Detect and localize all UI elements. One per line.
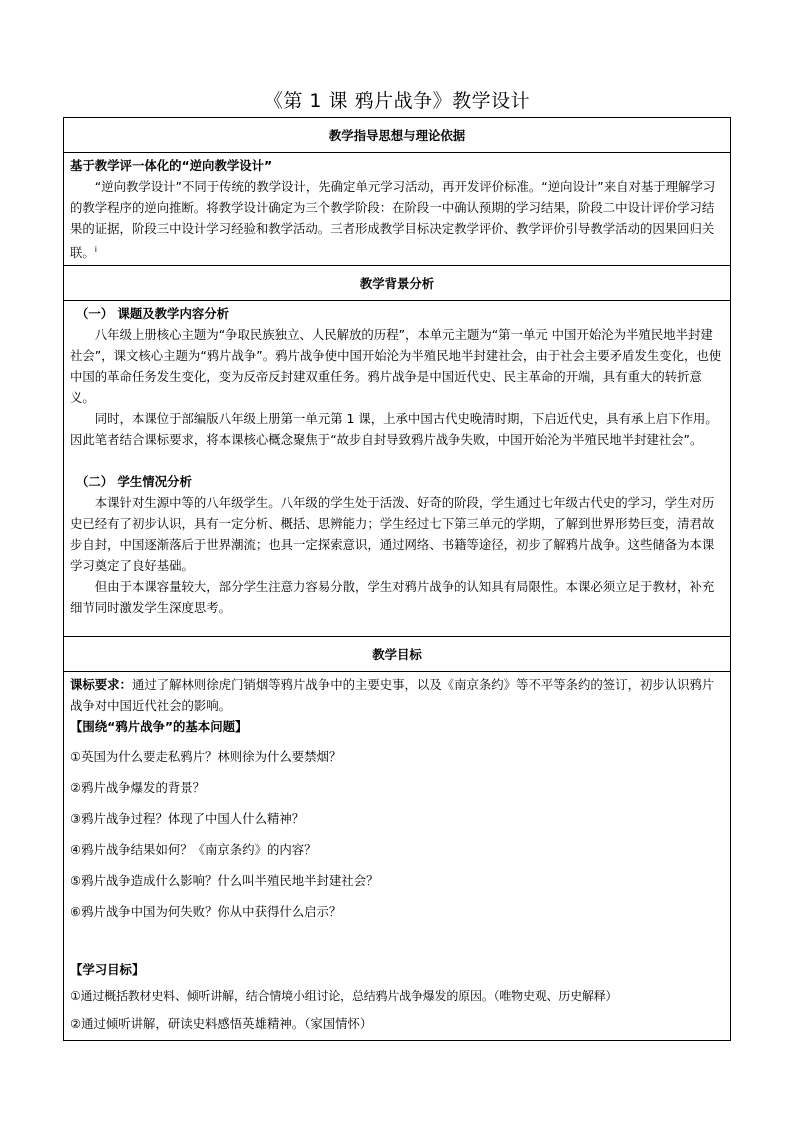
- requirement-label: 课标要求：: [70, 677, 132, 693]
- section2-body-row: [64, 301, 731, 637]
- section-heading-row: [64, 637, 731, 672]
- question-item: ⑤鸦片战争造成什么影响？什么叫半殖民地半封建社会？: [70, 873, 379, 889]
- requirement-text: 通过了解林则徐虎门销烟等鸦片战争中的主要史事，以及《南京条约》等不平等条约的签订，初步认识鸦片战争对中国近代社会的影响。: [70, 677, 715, 714]
- goals-title: 【学习目标】: [70, 962, 145, 978]
- section1-body-row: [64, 153, 731, 266]
- page-title: 《第 1 课 鸦片战争》教学设计: [263, 90, 531, 112]
- part2-paragraph-1: 本课针对生源中等的八年级学生。八年级的学生处于活泼、好奇的阶段，学生通过七年级古代史的学习，学生对历史已经有了初步认识，具有一定分析、概括、思辨能力；学生经过七下第三单元的学期，了解到世界形势巨变，清君故步自封，中国逐渐落后于世界潮流；也具一定探索意识，通过网络、书籍等途径，初步了解鸦片战争。这些储备为本课学习奠定了良好基础。: [70, 495, 715, 574]
- question-item: ⑥鸦片战争中国为何失败？你从中获得什么启示？: [70, 904, 342, 920]
- section1-body: [64, 153, 731, 266]
- part1-paragraph-2: 同时，本课位于部编版八年级上册第一单元第 1 课，上承中国古代史晚清时期，下启近代史，具有承上启下作用。因此笔者结合课标要求，将本课核心概念聚焦于“故步自封导致鸦片战争失败，中国开始沦为半殖民地半封建社会”。: [70, 411, 718, 448]
- section-heading-row: [64, 266, 731, 301]
- footnote-mark: i: [94, 245, 98, 254]
- section2-heading: 教学背景分析: [64, 266, 731, 301]
- section1-heading: 教学指导思想与理论依据: [64, 118, 731, 153]
- part1-title: （一） 课题及教学内容分析: [76, 306, 230, 322]
- question-item: ③鸦片战争过程？体现了中国人什么精神？: [70, 811, 305, 827]
- section2-body: [64, 301, 731, 637]
- question-item: ①英国为什么要走私鸦片？林则徐为什么要禁烟？: [70, 749, 342, 765]
- section1-subheading: 基于教学评一体化的“逆向教学设计”: [70, 158, 273, 173]
- section1-paragraph-text: “逆向教学设计”不同于传统的教学设计，先确定单元学习活动，再开发评价标准。“逆向设计”来自对基于理解学习的教学程序的逆向推断。将教学设计确定为三个教学阶段：在阶段一中确认预期的学习结果，阶段二中设计评价学习结果的证据，阶段三中设计学习经验和教学活动。三者形成教学目标决定教学评价、教学评价引导教学活动的因果回归关联。: [70, 179, 716, 261]
- section3-heading: 教学目标: [64, 637, 731, 672]
- goal-item: ①通过概括教材史料、倾听讲解，结合情境小组讨论，总结鸦片战争爆发的原因。（唯物史观、历史解释）: [70, 989, 618, 1004]
- lesson-plan-table: [63, 117, 731, 1041]
- question-item: ②鸦片战争爆发的背景？: [70, 780, 206, 796]
- goal-item: ②通过倾听讲解，研读史料感悟英雄精神。（家国情怀）: [70, 1016, 373, 1032]
- section-heading-row: [64, 118, 731, 153]
- spacer: [70, 932, 724, 959]
- section3-body-row: [64, 672, 731, 1041]
- curriculum-requirement: [70, 674, 724, 716]
- question-item: ④鸦片战争结果如何？《南京条约》的内容？: [70, 842, 317, 858]
- part2-title: （二） 学生情况分析: [76, 474, 192, 490]
- section3-body: [64, 672, 731, 1041]
- part2-paragraph-2: 但由于本课容量较大，部分学生注意力容易分散，学生对鸦片战争的认知具有局限性。本课必须立足于教材，补充细节同时激发学生深度思考。: [70, 579, 715, 616]
- questions-title: 【围绕“鸦片战争”的基本问题】: [70, 719, 248, 735]
- section1-paragraph: [70, 176, 724, 263]
- spacer: [70, 450, 724, 471]
- part1-paragraph-1: 八年级上册核心主题为“争取民族独立、人民解放的历程”，本单元主题为“第一单元 中国开始沦为半殖民地半封建社会”，课文核心主题为“鸦片战争”。鸦片战争使中国开始沦为半殖民地半封建社会，由于社会主要矛盾发生变化，也使中国的革命任务发生变化，变为反帝反封建双重任务。鸦片战争是中国近代史、民主革命的开端，具有重大的转折意义。: [70, 327, 722, 406]
